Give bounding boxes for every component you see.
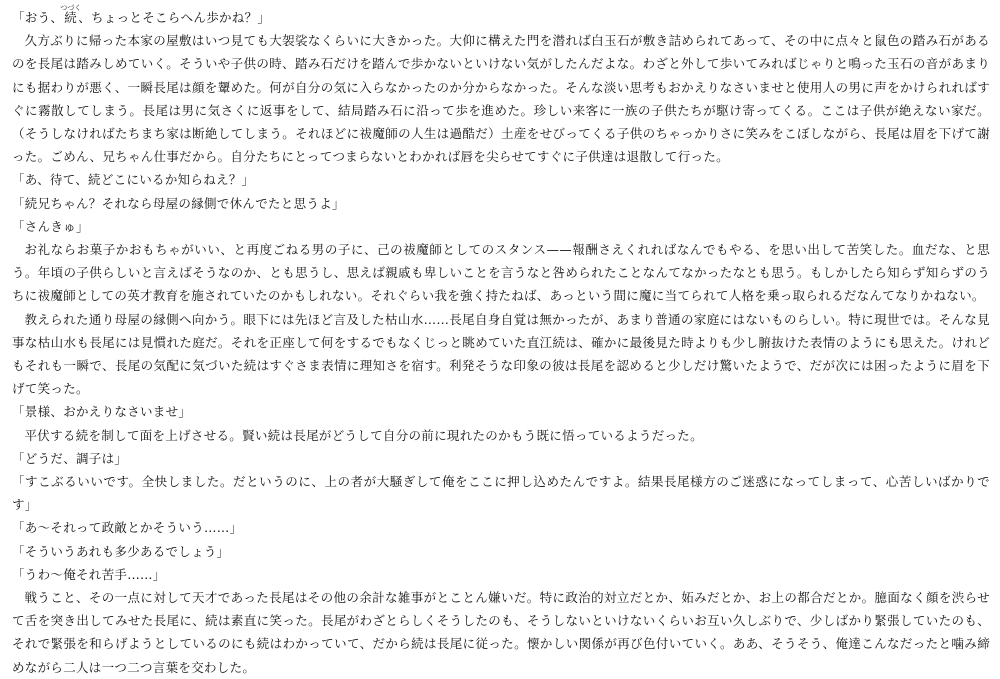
paragraph-narration: 平伏する続を制して面を上げさせる。賢い続は長尾がどうして自分の前に現れたのかもう既に悟っているようだった。 [24, 427, 703, 443]
paragraph-narration: 教えられた通り母屋の縁側へ向かう。眼下には先ほど言及した枯山水……長尾自身自覚は無かったが、あまり普通の家庭にはないものらしい。特に現世では。そんな見事な枯山水も長尾には見慣れた庭だ。それを正座して何をするでもなくじっと眺めていた直江続は、確かに最後見た時よりも少し腑抜けた表情のようにも思えた。けれどもそれも一瞬で、長尾の気配に気づいた続はすぐさま表情に理知さを宿す。利発そうな印象の彼は長尾を認めると少しだけ驚いたようで、だが次には困ったように眉を下げて笑った。 [12, 311, 990, 397]
paragraph-opening-line [12, 4, 990, 29]
paragraph-dialogue: 「すこぶるいいです。全快しました。だというのに、上の者が大騒ぎして俺をここに押し込めたんですよ。結果長尾様方のご迷惑になってしまって、心苦しいばかりです」 [12, 474, 990, 513]
furigana-ruby [60, 4, 82, 25]
paragraph-dialogue: 「景様、おかえりなさいませ」 [12, 404, 192, 420]
opening-text-after: 、ちょっとそこらへん歩かね？」 [78, 10, 271, 25]
paragraph-narration: 久方ぶりに帰った本家の屋敷はいつ見ても大袈裟なくらいに大きかった。大仰に構えた門を潜れば白玉石が敷き詰められてあって、その中に点々と鼠色の踏み石があるのを長尾は踏みしめていく。そういや子供の時、踏み石だけを踏んで歩かないといけない気がしたんだよな。わざと外して歩いてみればじゃりと鳴った玉石の音があまりにも据わりが悪く、一瞬長尾は顔を顰めた。何が自分の気に入らなかったのか分からなかった。そんな淡い思考もおかえりなさいませと使用人の男に声をかけられればすぐに霧散してしまう。長尾は男に気さくに返事をして、結局踏み石に沿って歩を進めた。珍しい来客に一族の子供たちが駆け寄ってくる。ここは子供が絶えない家だ。（そうしなければたちまち家は断絶してしまう。それほどに祓魔師の人生は過酷だ）土産をせびってくる子供のちゃっかりさに笑みをこぼしながら、長尾は眉を下げて謝った。ごめん、兄ちゃん仕事だから。自分たちにとってつまらないとわかれば唇を尖らせてすぐに子供達は退散して行った。 [12, 33, 990, 165]
ruby-base-text: 続 [60, 10, 82, 25]
paragraph-dialogue: 「続兄ちゃん？それなら母屋の縁側で休んでたと思うよ」 [12, 195, 345, 211]
paragraph-dialogue: 「どうだ、調子は」 [12, 450, 128, 466]
paragraph-dialogue: 「さんきゅ」 [12, 218, 89, 234]
paragraph-dialogue: 「そういうあれも多少あるでしょう」 [12, 543, 230, 559]
paragraph-dialogue: 「あ、待て、続どこにいるか知らねえ？」 [12, 172, 255, 188]
opening-text-before: 「おう、 [12, 10, 64, 25]
paragraph-narration: 戦うこと、その一点に対して天才であった長尾はその他の余計な雑事がとことん嫌いだ。特に政治的対立だとか、妬みだとか、お上の都合だとか。臆面なく顔を渋らせて舌を突き出してみせた長尾に、続は素直に笑った。長尾がわざとらしくそうしたのも、そうしないといけないくらいお互い久しぶりで、少しばかり緊張していたのも、それで緊張を和らげようとしているのにも続はわかっていて、だから続は長尾に従った。懐かしい関係が再び色付いていく。ああ、そうそう、俺達こんなだったと噛み締めながら二人は一つ二つ言葉を交わした。 [12, 590, 990, 675]
ruby-reading: つづく [60, 4, 82, 12]
paragraph-narration: お礼ならお菓子かおもちゃがいい、と再度ごねる男の子に、己の祓魔師としてのスタンス——報酬さえくれればなんでもやる、を思い出して苦笑した。血だな、と思う。年頃の子供らしいと言えばそうなのか、とも思うし、思えば親戚も卑しいことを言うなと咎められたことなんてなかったなとも思う。もしかしたら知らず知らずのうちに祓魔師としての英才教育を施されていたのかもしれない。それぐらい我を強く持たねば、あっという間に魔に当てられて人格を乗っ取られるだなんてなりかねない。 [12, 242, 990, 304]
paragraph-dialogue: 「うわ〜俺それ苦手……」 [12, 566, 166, 582]
paragraph-dialogue: 「あ〜それって政敵とかそういう……」 [12, 520, 243, 536]
